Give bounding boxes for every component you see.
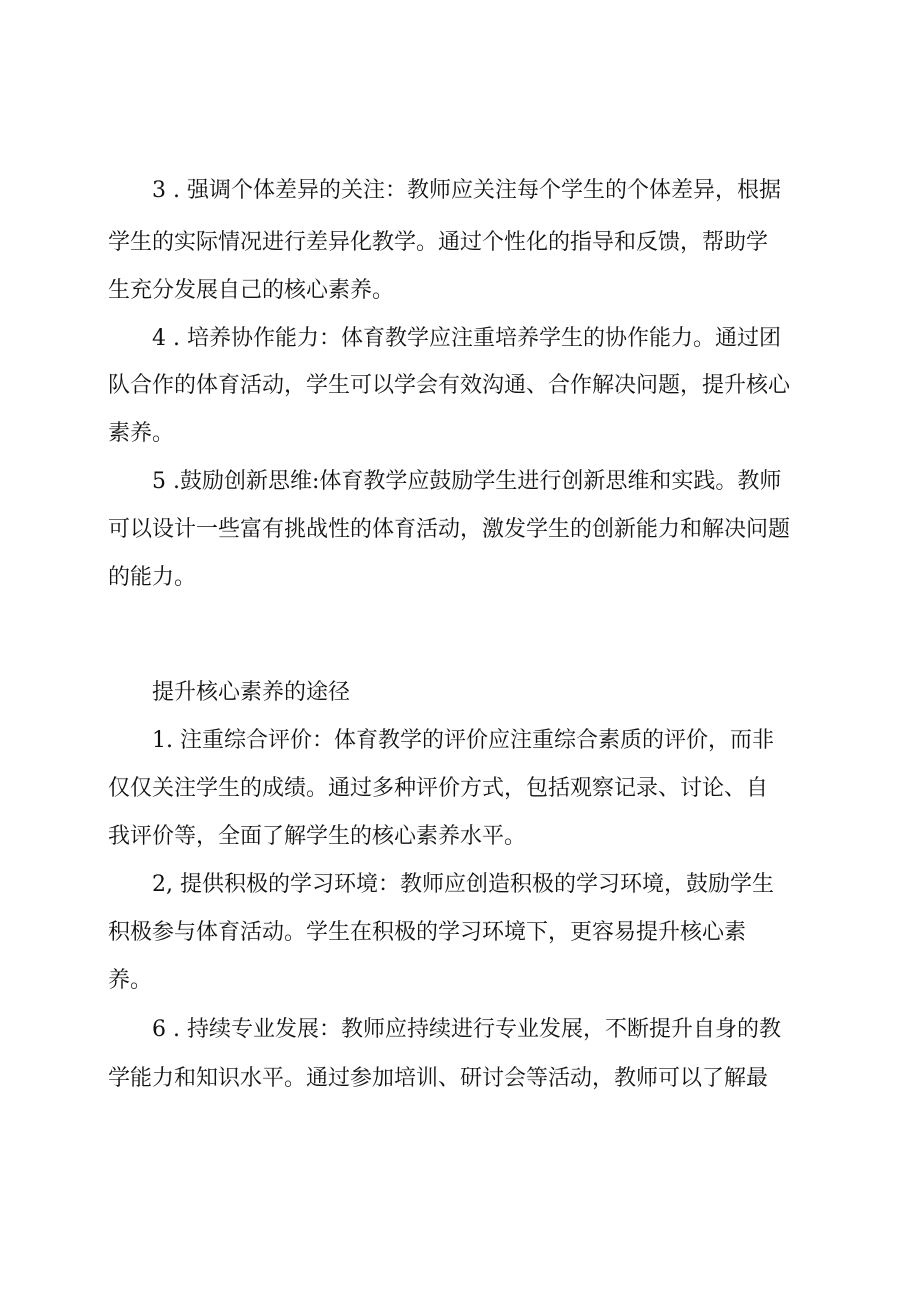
paragraph-line: 生充分发展自己的核心素养。 [108,278,395,303]
paragraph-line: 6 . 持续专业发展：教师应持续进行专业发展，不断提升自身的教 [152,1017,781,1042]
paragraph-line: 队合作的体育活动，学生可以学会有效沟通、合作解决问题，提升核心 [108,373,791,398]
paragraph-line: 养。 [108,968,153,993]
section-heading: 提升核心素养的途径 [152,680,351,705]
paragraph-line: 素养。 [108,421,175,446]
paragraph-line: 1. 注重综合评价：体育教学的评价应注重综合素质的评价，而非 [152,728,774,753]
paragraph-line: 的能力。 [108,565,197,590]
paragraph-line: 仅仅关注学生的成绩。通过多种评价方式，包括观察记录、讨论、自 [108,776,769,801]
paragraph-line: 5 .鼓励创新思维:体育教学应鼓励学生进行创新思维和实践。教师 [152,469,782,494]
paragraph-line: 学能力和知识水平。通过参加培训、研讨会等活动，教师可以了解最 [108,1066,769,1091]
paragraph-line: 可以设计一些富有挑战性的体育活动，激发学生的创新能力和解决问题 [108,517,791,542]
paragraph-line: 3 . 强调个体差异的关注：教师应关注每个学生的个体差异，根据 [152,178,781,203]
paragraph-line: 积极参与体育活动。学生在积极的学习环境下，更容易提升核心素 [108,920,747,945]
paragraph-line: 2, 提供积极的学习环境：教师应创造积极的学习环境，鼓励学生 [152,872,774,897]
paragraph-line: 4 . 培养协作能力：体育教学应注重培养学生的协作能力。通过团 [152,326,781,351]
paragraph-line: 学生的实际情况进行差异化教学。通过个性化的指导和反馈，帮助学 [108,230,769,255]
paragraph-line: 我评价等，全面了解学生的核心素养水平。 [108,824,527,849]
